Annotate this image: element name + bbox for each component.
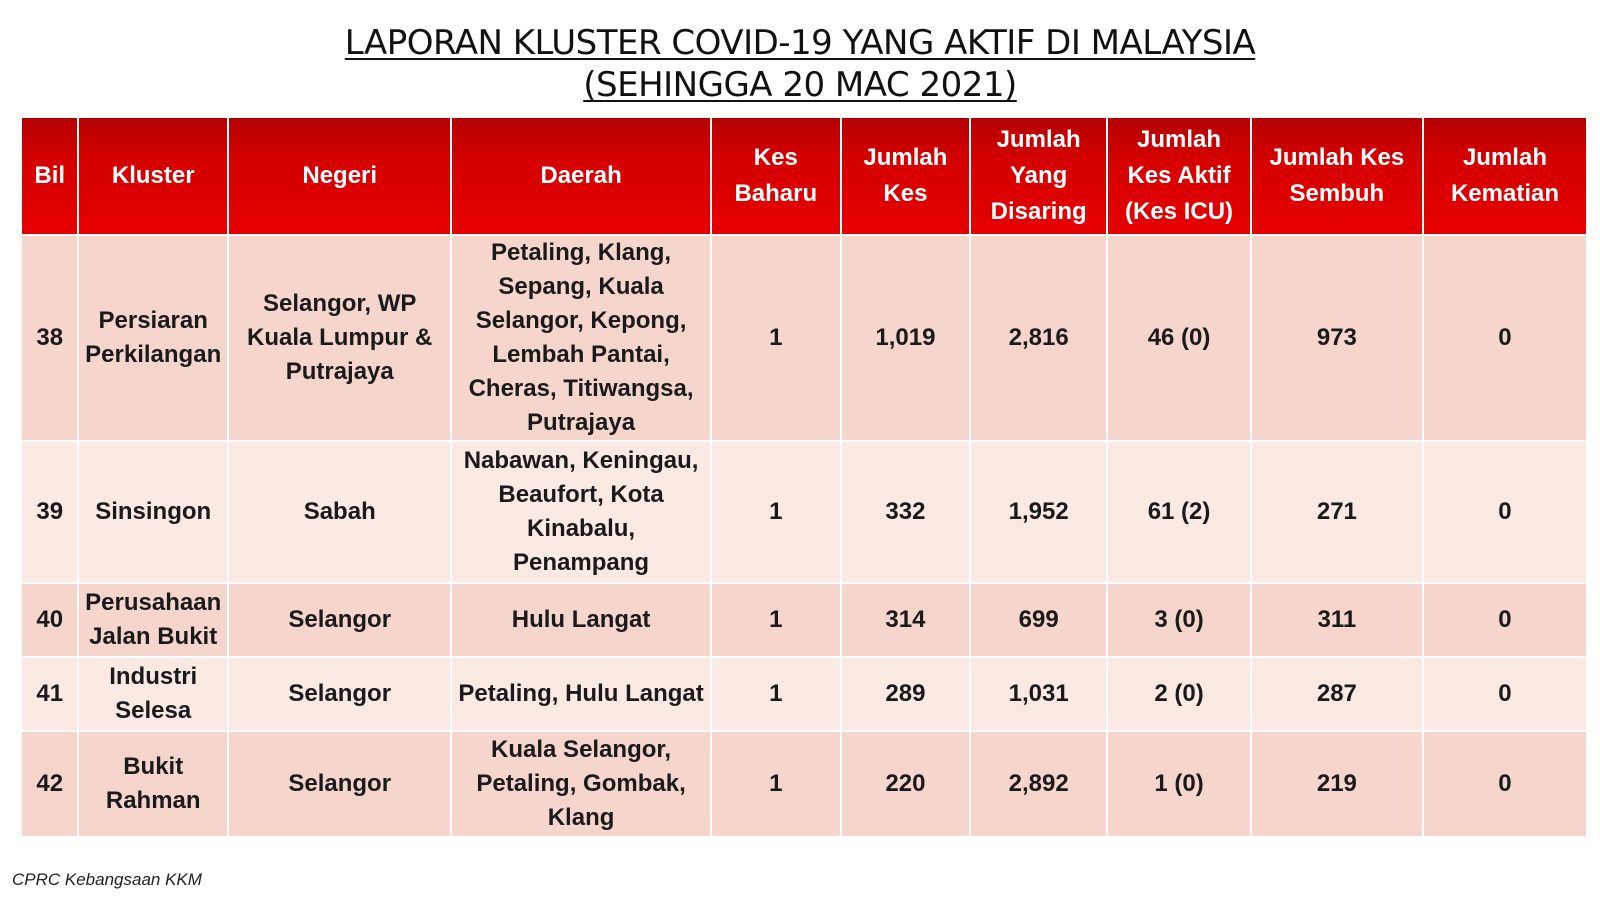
source-credit: CPRC Kebangsaan KKM bbox=[12, 870, 202, 889]
cell-kematian: 0 bbox=[1423, 657, 1587, 731]
cell-kes-baharu: 1 bbox=[711, 235, 841, 441]
header-jumlah-disaring: Jumlah Yang Disaring bbox=[970, 117, 1107, 235]
cell-kes-sembuh: 287 bbox=[1251, 657, 1423, 731]
table-row bbox=[21, 235, 1587, 441]
header-kes-sembuh: Jumlah Kes Sembuh bbox=[1251, 117, 1423, 235]
cell-kes-aktif: 61 (2) bbox=[1107, 441, 1250, 583]
table-row bbox=[21, 731, 1587, 837]
cell-kluster: Bukit Rahman bbox=[78, 731, 228, 837]
cell-kes-baharu: 1 bbox=[711, 441, 841, 583]
cell-bil: 42 bbox=[21, 731, 78, 837]
cell-jumlah-kes: 289 bbox=[841, 657, 970, 731]
cell-kluster: Industri Selesa bbox=[78, 657, 228, 731]
header-negeri: Negeri bbox=[228, 117, 451, 235]
cell-bil: 39 bbox=[21, 441, 78, 583]
cell-kes-sembuh: 271 bbox=[1251, 441, 1423, 583]
cell-kes-aktif: 2 (0) bbox=[1107, 657, 1250, 731]
header-kes-aktif: Jumlah Kes Aktif (Kes ICU) bbox=[1107, 117, 1250, 235]
cell-kes-baharu: 1 bbox=[711, 583, 841, 657]
cluster-table bbox=[20, 116, 1588, 838]
cell-jumlah-disaring: 699 bbox=[970, 583, 1107, 657]
cell-kluster: Sinsingon bbox=[78, 441, 228, 583]
cell-kes-baharu: 1 bbox=[711, 731, 841, 837]
cell-jumlah-disaring: 1,952 bbox=[970, 441, 1107, 583]
cell-jumlah-kes: 332 bbox=[841, 441, 970, 583]
cell-jumlah-kes: 1,019 bbox=[841, 235, 970, 441]
cell-jumlah-kes: 220 bbox=[841, 731, 970, 837]
cell-daerah: Nabawan, Keningau, Beaufort, Kota Kinabalu, Penampang bbox=[451, 441, 710, 583]
cell-negeri: Selangor, WP Kuala Lumpur & Putrajaya bbox=[228, 235, 451, 441]
cell-kes-aktif: 3 (0) bbox=[1107, 583, 1250, 657]
cell-jumlah-kes: 314 bbox=[841, 583, 970, 657]
header-kematian: Jumlah Kematian bbox=[1423, 117, 1587, 235]
cell-daerah: Hulu Langat bbox=[451, 583, 710, 657]
cell-kes-sembuh: 973 bbox=[1251, 235, 1423, 441]
cell-daerah: Petaling, Klang, Sepang, Kuala Selangor, Kepong, Lembah Pantai, Cheras, Titiwangsa, Putrajaya bbox=[451, 235, 710, 441]
cell-kematian: 0 bbox=[1423, 731, 1587, 837]
table-row bbox=[21, 583, 1587, 657]
cell-negeri: Sabah bbox=[228, 441, 451, 583]
header-daerah: Daerah bbox=[451, 117, 710, 235]
cell-jumlah-disaring: 2,816 bbox=[970, 235, 1107, 441]
cell-daerah: Petaling, Hulu Langat bbox=[451, 657, 710, 731]
cell-negeri: Selangor bbox=[228, 583, 451, 657]
cell-jumlah-disaring: 1,031 bbox=[970, 657, 1107, 731]
cell-bil: 38 bbox=[21, 235, 78, 441]
cell-kes-baharu: 1 bbox=[711, 657, 841, 731]
table-row bbox=[21, 657, 1587, 731]
cell-kluster: Persiaran Perkilangan bbox=[78, 235, 228, 441]
title-line-1: LAPORAN KLUSTER COVID-19 YANG AKTIF DI MALAYSIA bbox=[344, 23, 1256, 63]
cell-bil: 40 bbox=[21, 583, 78, 657]
cell-negeri: Selangor bbox=[228, 657, 451, 731]
cell-daerah: Kuala Selangor, Petaling, Gombak, Klang bbox=[451, 731, 710, 837]
cell-bil: 41 bbox=[21, 657, 78, 731]
header-bil: Bil bbox=[21, 117, 78, 235]
header-jumlah-kes: Jumlah Kes bbox=[841, 117, 970, 235]
cell-kes-sembuh: 311 bbox=[1251, 583, 1423, 657]
cell-kluster: Perusahaan Jalan Bukit bbox=[78, 583, 228, 657]
table-row bbox=[21, 441, 1587, 583]
cell-kes-aktif: 1 (0) bbox=[1107, 731, 1250, 837]
cell-kematian: 0 bbox=[1423, 441, 1587, 583]
header-kes-baharu: Kes Baharu bbox=[711, 117, 841, 235]
cell-kematian: 0 bbox=[1423, 583, 1587, 657]
page-title bbox=[0, 22, 1600, 106]
cell-kematian: 0 bbox=[1423, 235, 1587, 441]
table-header-row bbox=[21, 117, 1587, 235]
cell-kes-aktif: 46 (0) bbox=[1107, 235, 1250, 441]
cell-kes-sembuh: 219 bbox=[1251, 731, 1423, 837]
title-line-2: (SEHINGGA 20 MAC 2021) bbox=[583, 65, 1017, 105]
cell-jumlah-disaring: 2,892 bbox=[970, 731, 1107, 837]
cell-negeri: Selangor bbox=[228, 731, 451, 837]
header-kluster: Kluster bbox=[78, 117, 228, 235]
